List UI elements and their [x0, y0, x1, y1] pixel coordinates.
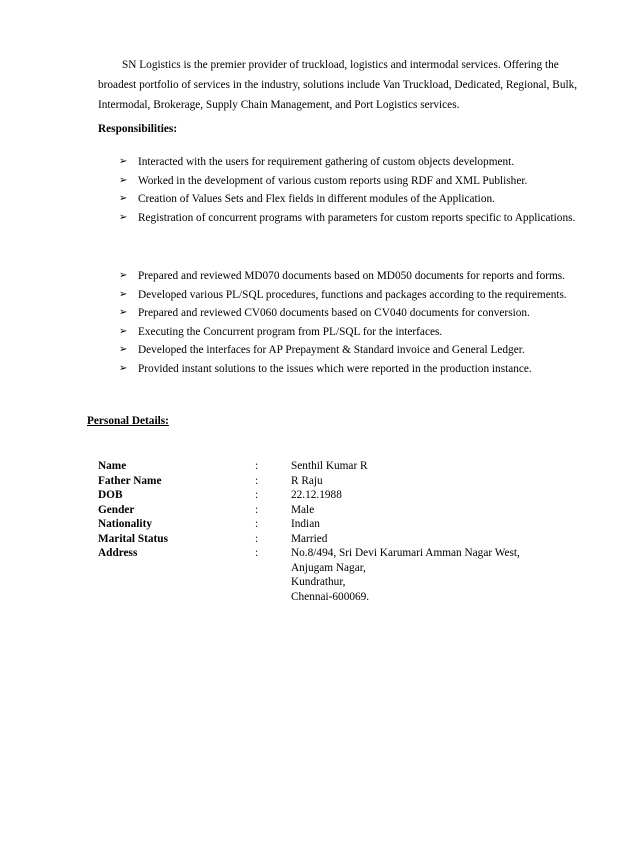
detail-label: Gender [98, 503, 135, 516]
responsibility-text: Provided instant solutions to the issues which were reported in the production instance. [138, 362, 532, 375]
detail-row [98, 474, 558, 489]
responsibility-text: Developed the interfaces for AP Prepayment & Standard invoice and General Ledger. [138, 344, 525, 357]
responsibility-item [119, 210, 599, 226]
address-line: Anjugam Nagar, [291, 561, 366, 574]
company-intro-paragraph: SN Logistics is the premier provider of truckload, logistics and intermodal services. Offering the broadest portfolio of services in the industry, solutions include Van Truckload, Dedicated, Regional, Bulk, Intermodal, Brokerage, Supply Chain Management, and Port Logistics services. [98, 59, 578, 111]
detail-row [98, 546, 558, 603]
responsibility-item [119, 342, 599, 358]
detail-value: Indian [291, 518, 320, 530]
responsibility-item [119, 324, 599, 340]
detail-value: R Raju [291, 474, 323, 487]
detail-value: Male [291, 503, 315, 516]
detail-label: Address [98, 547, 138, 559]
detail-separator: : [255, 474, 259, 487]
arrow-bullet-icon: ➢ [119, 325, 128, 337]
responsibility-item [119, 191, 599, 207]
responsibility-text: Creation of Values Sets and Flex fields in different modules of the Application. [138, 193, 495, 206]
personal-details-table [98, 459, 558, 603]
responsibility-text: Prepared and reviewed MD070 documents based on MD050 documents for reports and forms. [138, 270, 565, 282]
address-value [291, 546, 520, 604]
address-line: No.8/494, Sri Devi Karumari Amman Nagar West, [291, 547, 520, 559]
responsibility-text: Prepared and reviewed CV060 documents based on CV040 documents for conversion. [138, 307, 530, 320]
detail-label: Name [98, 460, 127, 472]
arrow-bullet-icon: ➢ [119, 174, 128, 186]
detail-row [98, 532, 558, 547]
responsibilities-list-2 [119, 268, 599, 380]
responsibility-text: Worked in the development of various custom reports using RDF and XML Publisher. [138, 174, 528, 187]
responsibility-text: Developed various PL/SQL procedures, functions and packages according to the requirements. [138, 288, 567, 301]
detail-row [98, 517, 558, 532]
detail-label: Nationality [98, 518, 152, 530]
responsibility-item [119, 154, 599, 170]
arrow-bullet-icon: ➢ [119, 288, 128, 300]
responsibility-item [119, 287, 599, 303]
detail-label: DOB [98, 489, 123, 501]
arrow-bullet-icon: ➢ [119, 362, 128, 374]
responsibility-text: Registration of concurrent programs with parameters for custom reports specific to Applications. [138, 211, 576, 224]
arrow-bullet-icon: ➢ [119, 193, 128, 205]
responsibility-item [119, 268, 599, 284]
detail-value: Senthil Kumar R [291, 460, 368, 472]
detail-separator: : [255, 532, 259, 545]
address-line: Kundrathur, [291, 576, 346, 588]
arrow-bullet-icon: ➢ [119, 270, 128, 281]
arrow-bullet-icon: ➢ [119, 307, 128, 319]
personal-details-heading: Personal Details: [87, 415, 169, 427]
detail-separator: : [255, 547, 259, 559]
responsibility-text: Interacted with the users for requirement gathering of custom objects development. [138, 156, 515, 168]
responsibilities-heading: Responsibilities: [98, 123, 178, 135]
detail-value: Married [291, 532, 328, 545]
responsibility-item [119, 173, 599, 189]
detail-row [98, 488, 558, 503]
detail-separator: : [255, 489, 259, 501]
detail-separator: : [255, 503, 259, 516]
detail-separator: : [255, 518, 259, 530]
arrow-bullet-icon: ➢ [119, 344, 128, 356]
arrow-bullet-icon: ➢ [119, 156, 128, 167]
detail-row [98, 503, 558, 518]
responsibilities-list-1 [119, 154, 599, 228]
detail-value: 22.12.1988 [291, 489, 342, 501]
detail-row [98, 459, 558, 474]
detail-separator: : [255, 460, 259, 472]
responsibility-text: Executing the Concurrent program from PL/SQL for the interfaces. [138, 325, 443, 338]
detail-label: Marital Status [98, 532, 168, 545]
arrow-bullet-icon: ➢ [119, 211, 128, 223]
address-line: Chennai-600069. [291, 590, 370, 603]
responsibility-item [119, 361, 599, 377]
responsibility-item [119, 305, 599, 321]
detail-label: Father Name [98, 474, 162, 487]
